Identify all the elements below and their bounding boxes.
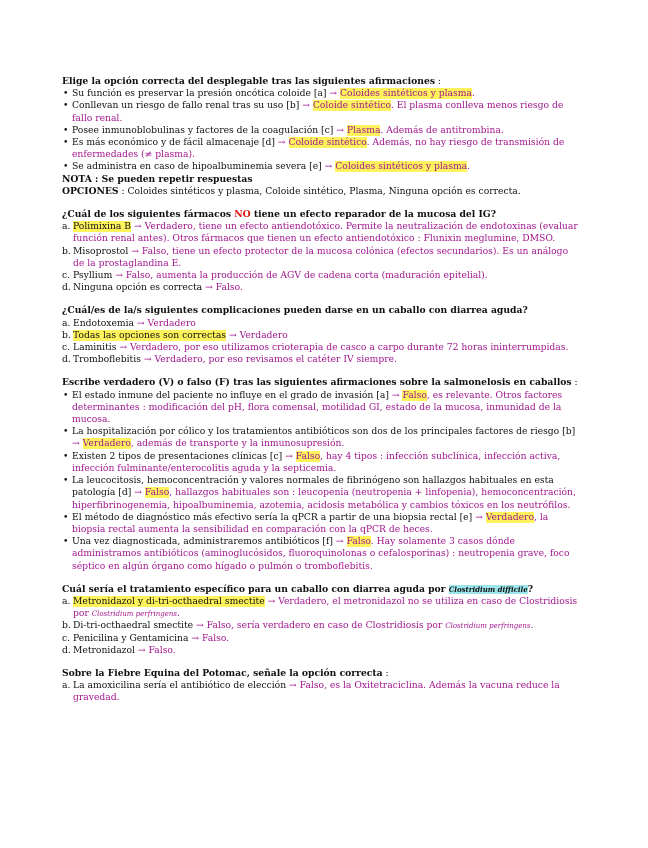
list-item: • El estado inmune del paciente no influye en el grado de invasión [a] → Falso, es relevante. Otros factores determinantes : modificación del pH, flora comensal, motilidad GI, estado de la mucosa, inmunidad de la mucosa. [62,390,582,427]
option-d: d. Ninguna opción es correcta → Falso. [62,282,243,294]
question-title: Cuál sería el tratamiento específico para un caballo con diarrea aguda por Clostridium difficile? [62,583,534,595]
question-farmacos [62,209,582,294]
option-b: b. Todas las opciones son correctas → Verdadero [62,329,288,341]
question-title: Sobre la Fiebre Equina del Potomac, señale la opción correcta : [62,667,389,679]
note: NOTA : Se pueden repetir respuestas [62,173,253,185]
option-d: d. Metronidazol → Falso. [62,644,176,656]
question-clostridium [62,584,582,657]
question-title: Escribe verdadero (V) o falso (F) tras las siguientes afirmaciones sobre la salmonelosis en caballos : [62,377,578,389]
option-c: c. Laminitis → Verdadero, por eso utilizamos crioterapia de casco a carpo durante 72 horas ininterrumpidas. [62,342,569,354]
answer-highlight: Falso [346,536,371,548]
question-complicaciones [62,305,582,366]
list-item: • Una vez diagnosticada, administraremos antibióticos [f] → Falso. Hay solamente 3 casos dónde administramos antibióticos (aminoglucósidos, fluoroquinolonas o cefalosporinas) : neutropenia grave, foco séptico en algún órgano como hígado o pulmón o tromboflebitis. [62,536,582,573]
option-a: a. Endotoxemia → Verdadero [62,317,196,329]
option-a: a. Polimixina B → Verdadero, tiene un efecto antiendotóxico. Permite la neutralización de endotoxinas (evaluar función renal antes). Otros fármacos que tienen un efecto antiendotóxico : Flunixin meglumine, DMSO. [62,221,578,245]
answer-highlight: Falso [295,450,321,462]
list-item: • El método de diagnóstico más efectivo sería la qPCR a partir de una biopsia rectal [e] → Verdadero, la biopsia rectal aumenta la sensibilidad en comparación con la qPCR de heces. [62,512,582,536]
option-c: c. Penicilina y Gentamicina → Falso. [62,632,230,644]
question-salmonelosis [62,377,582,572]
question-title: ¿Cuál/es de la/s siguientes complicaciones pueden darse en un caballo con diarrea aguda? [62,305,528,317]
answer-highlight: Coloide sintético [288,137,367,149]
question-title: Elige la opción correcta del desplegable tras las siguientes afirmaciones [62,76,435,87]
answer-highlight: Verdadero [485,511,534,523]
list-item: • La hospitalización por cólico y los tratamientos antibióticos son dos de los principales factores de riesgo [b] → Verdadero, además de transporte y la inmunosupresión. [62,426,582,450]
list-item: • La leucocitosis, hemoconcentración y valores normales de fibrinógeno son hallazgos habituales en esta patología [d] → Falso, hallazgos habituales son : leucopenia (neutropenia + linfopenia), hemoconcentración, hiperfibrinogenemia, hipoalbuminemia, azotemia, acidosis metabólica y cambios tóxicos en los neutrófilos. [62,475,582,512]
option-b: b. Di-tri-octhaedral smectite → Falso, sería verdadero en caso de Clostridiosis por Clostridium perfringens. [62,620,534,632]
list-item: • Posee inmunoblobulinas y factores de la coagulación [c] → Plasma. Además de antitrombina. [62,125,582,137]
answer-highlight: Verdadero [82,438,131,450]
question-coloides: Elige la opción correcta del desplegable tras las siguientes afirmaciones : • Su función es preservar la presión oncótica coloide [a] → Coloides sintéticos y plasma. • Conllevan un riesgo de fallo renal tras su uso [b] → Coloide sintético. El plasma conlleva menos riesgo de fallo renal. • Posee inmunoblobulinas y factores de la coagulación [c] → Plasma. Además de antitrombina. • Es más económico y de fácil almacenaje [d] → Coloide sintético. Además, no hay riesgo de transmisión de enfermedades (≠ plasma). • Se administra en caso de hipoalbuminemia severa [e] → Coloides sintéticos y plasma. NOTA : Se pueden repetir respuestas OPCIONES : Coloides sintéticos y plasma, Coloide sintético, Plasma, Ninguna opción es correcta. [62,76,582,198]
list-item: • Es más económico y de fácil almacenaje [d] → Coloide sintético. Además, no hay riesgo de transmisión de enfermedades (≠ plasma). [62,137,582,161]
list-item: • Conllevan un riesgo de fallo renal tras su uso [b] → Coloide sintético. El plasma conlleva menos riesgo de fallo renal. [62,100,582,124]
answer-highlight: Coloide sintético [312,100,391,112]
list-item: • Su función es preservar la presión oncótica coloide [a] → Coloides sintéticos y plasma. [62,88,582,100]
option-a: a. Metronidazol y di-tri-octhaedral smectite → Verdadero, el metronidazol no se utiliza en caso de Clostridiosis por Clostridium perfringens. [62,595,578,620]
option-d: d. Tromboflebitis → Verdadero, por eso revisamos el catéter IV siempre. [62,354,397,366]
document-page [62,76,582,716]
list-item: • Existen 2 tipos de presentaciones clínicas [c] → Falso, hay 4 tipos : infección subclínica, infección activa, infección fulminante/enterocolitis aguda y la septicemia. [62,451,582,475]
question-title: ¿Cuál de los siguientes fármacos NO tiene un efecto reparador de la mucosa del IG? [62,209,496,221]
answer-highlight: Plasma [346,124,381,136]
answer-highlight: Falso [144,487,170,499]
answer-highlight: Coloides sintéticos y plasma [340,88,472,100]
option-c: c. Psyllium → Falso, aumenta la producción de AGV de cadena corta (maduración epitelial). [62,270,488,282]
option-b: b. Misoprostol → Falso, tiene un efecto protector de la mucosa colónica (efectos secundarios). Es un análogo de la prostaglandina E. [62,245,569,269]
list-item: • Se administra en caso de hipoalbuminemia severa [e] → Coloides sintéticos y plasma. [62,161,582,173]
question-potomac [62,668,582,705]
answer-highlight: Coloides sintéticos y plasma [335,161,468,173]
answer-highlight: Falso [402,389,427,401]
option-a: a. La amoxicilina sería el antibiótico de elección → Falso, es la Oxitetraciclina. Además la vacuna reduce la gravedad. [62,680,560,704]
options-line: OPCIONES : Coloides sintéticos y plasma, Coloide sintético, Plasma, Ninguna opción es correcta. [62,185,521,197]
